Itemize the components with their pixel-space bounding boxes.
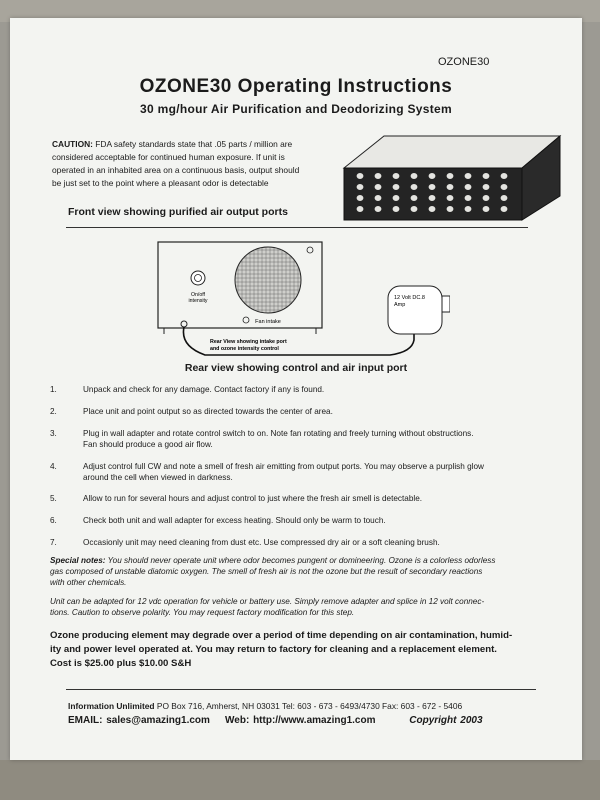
output-port-hole [393, 195, 400, 201]
output-port-hole [375, 184, 382, 190]
output-port-hole [501, 195, 508, 201]
output-port-hole [411, 206, 418, 212]
special-notes-label: Special notes: [50, 556, 106, 565]
footer-divider [66, 689, 536, 690]
control-knob-icon [191, 271, 205, 285]
output-port-hole [357, 206, 364, 212]
rear-view-label: and ozone intensity control [210, 346, 279, 352]
output-port-hole [411, 195, 418, 201]
wall-adapter [388, 286, 442, 334]
output-port-hole [447, 173, 454, 179]
output-port-hole [393, 184, 400, 190]
output-port-hole [357, 195, 364, 201]
step-text: Fan should produce a good air flow. [83, 440, 213, 449]
step-number: 3. [50, 429, 57, 438]
output-port-hole [429, 206, 436, 212]
step-text: Adjust control full CW and note a smell of fresh air emitting from output ports. You may observe a purplish glow [83, 462, 484, 471]
note-line: with other chemicals. [50, 578, 127, 587]
adapter-label: Amp [394, 302, 406, 308]
output-port-hole [483, 206, 490, 212]
output-port-hole [357, 173, 364, 179]
caution-block [52, 138, 324, 190]
step-number: 4. [50, 462, 57, 471]
step-text: Occasionly unit may need cleaning from dust etc. Use compressed dry air or a soft cleaning brush. [83, 538, 440, 547]
note-line: Unit can be adapted for 12 vdc operation for vehicle or battery use. Simply remove adapter and splice in 12 volt connec- [50, 597, 485, 606]
adapter-prongs [442, 296, 450, 312]
front-view-illustration [342, 128, 572, 224]
screw-icon [307, 247, 313, 253]
note-line: You should never operate unit where odor becomes pungent or domineering. Ozone is a colorless odorless [107, 556, 496, 565]
step-text: Place unit and point output so as directed towards the center of area. [83, 407, 333, 416]
caution-line: FDA safety standards state that .05 parts / million are [95, 139, 293, 149]
step-text: Unpack and check for any damage. Contact factory if any is found. [83, 385, 325, 394]
step-number: 1. [50, 385, 57, 394]
fan-intake-label: Fan intake [255, 319, 281, 325]
output-port-hole [501, 173, 508, 179]
output-port-hole [429, 184, 436, 190]
output-port-hole [357, 184, 364, 190]
company-address: PO Box 716, Amherst, NH 03031 Tel: 603 - 673 - 6493/4730 Fax: 603 - 672 - 5406 [156, 701, 463, 711]
vehicle-note [50, 596, 540, 618]
output-port-hole [483, 195, 490, 201]
model-number: OZONE30 [438, 56, 490, 68]
caution-line: considered acceptable for continued human exposure. If unit is [52, 152, 285, 162]
screw-icon [243, 317, 249, 323]
front-view-caption: Front view showing purified air output ports [68, 206, 288, 218]
step-text: around the cell when viewed in darkness. [83, 473, 233, 482]
step-number: 2. [50, 407, 57, 416]
adapter-label: 12 Volt DC.8 [394, 295, 425, 301]
caution-line: operated in an inhabited area on a continuous basis, output should [52, 165, 300, 175]
step-number: 7. [50, 538, 57, 547]
output-port-hole [411, 173, 418, 179]
step-number: 5. [50, 494, 57, 503]
output-port-hole [501, 184, 508, 190]
output-port-hole [447, 184, 454, 190]
caution-line: be just set to the point where a pleasant odor is detectable [52, 178, 269, 188]
output-port-hole [465, 184, 472, 190]
rear-view-label: Rear View showing intake port [210, 339, 287, 345]
element-replacement-note [50, 629, 545, 671]
output-port-hole [411, 184, 418, 190]
section-divider [66, 227, 528, 228]
step-text: Allow to run for several hours and adjust control to just where the fresh air smell is detectable. [83, 494, 423, 503]
output-port-hole [465, 206, 472, 212]
page-subtitle: 30 mg/hour Air Purification and Deodorizing System [140, 102, 452, 116]
fan-intake-grille [235, 247, 301, 313]
output-port-hole [375, 206, 382, 212]
output-port-hole [465, 173, 472, 179]
footer-contact [68, 701, 462, 711]
output-port-hole [429, 195, 436, 201]
page-title: OZONE30 Operating Instructions [139, 76, 453, 97]
output-port-hole [483, 184, 490, 190]
output-port-hole [393, 173, 400, 179]
note-line: tions. Caution to observe polarity. You may request factory modification for this step. [50, 608, 355, 617]
web-text: Web: http://www.amazing1.com [225, 715, 376, 726]
output-port-hole [447, 195, 454, 201]
output-port-hole [501, 206, 508, 212]
email-text: EMAIL: sales@amazing1.com [68, 715, 210, 726]
note-line: Ozone producing element may degrade over a period of time depending on air contamination, humid- [50, 630, 513, 641]
step-number: 6. [50, 516, 57, 525]
step-text: Plug in wall adapter and rotate control switch to on. Note fan rotating and freely turning without obstructions. [83, 429, 474, 438]
output-port-hole [429, 173, 436, 179]
output-port-hole [483, 173, 490, 179]
control-label: On/off [190, 292, 206, 298]
caution-label: CAUTION: [52, 139, 93, 149]
rear-view-caption: Rear view showing control and air input port [184, 362, 408, 374]
note-line: Cost is $25.00 plus $10.00 S&H [50, 658, 192, 669]
copyright-text: Copyright 2003 [409, 715, 483, 726]
note-line: ity and power level operated at. You may return to factory for cleaning and a replacement element. [50, 644, 497, 655]
special-notes [50, 555, 540, 588]
note-line: gas composed of unstable diatomic oxygen. The smell of fresh air is not the ozone but the result of secondary reactions [50, 567, 483, 576]
rear-view-diagram [150, 236, 450, 358]
output-port-hole [465, 195, 472, 201]
footer-web [68, 715, 483, 726]
step-text: Check both unit and wall adapter for excess heating. Should only be warm to touch. [83, 516, 386, 525]
output-port-hole [375, 195, 382, 201]
background-surface [0, 760, 600, 800]
control-label: intensity [188, 298, 208, 304]
output-port-hole [447, 206, 454, 212]
instruction-sheet [10, 18, 582, 760]
company-name: Information Unlimited [68, 701, 155, 711]
power-jack-icon [181, 321, 187, 327]
output-port-hole [375, 173, 382, 179]
output-port-hole [393, 206, 400, 212]
